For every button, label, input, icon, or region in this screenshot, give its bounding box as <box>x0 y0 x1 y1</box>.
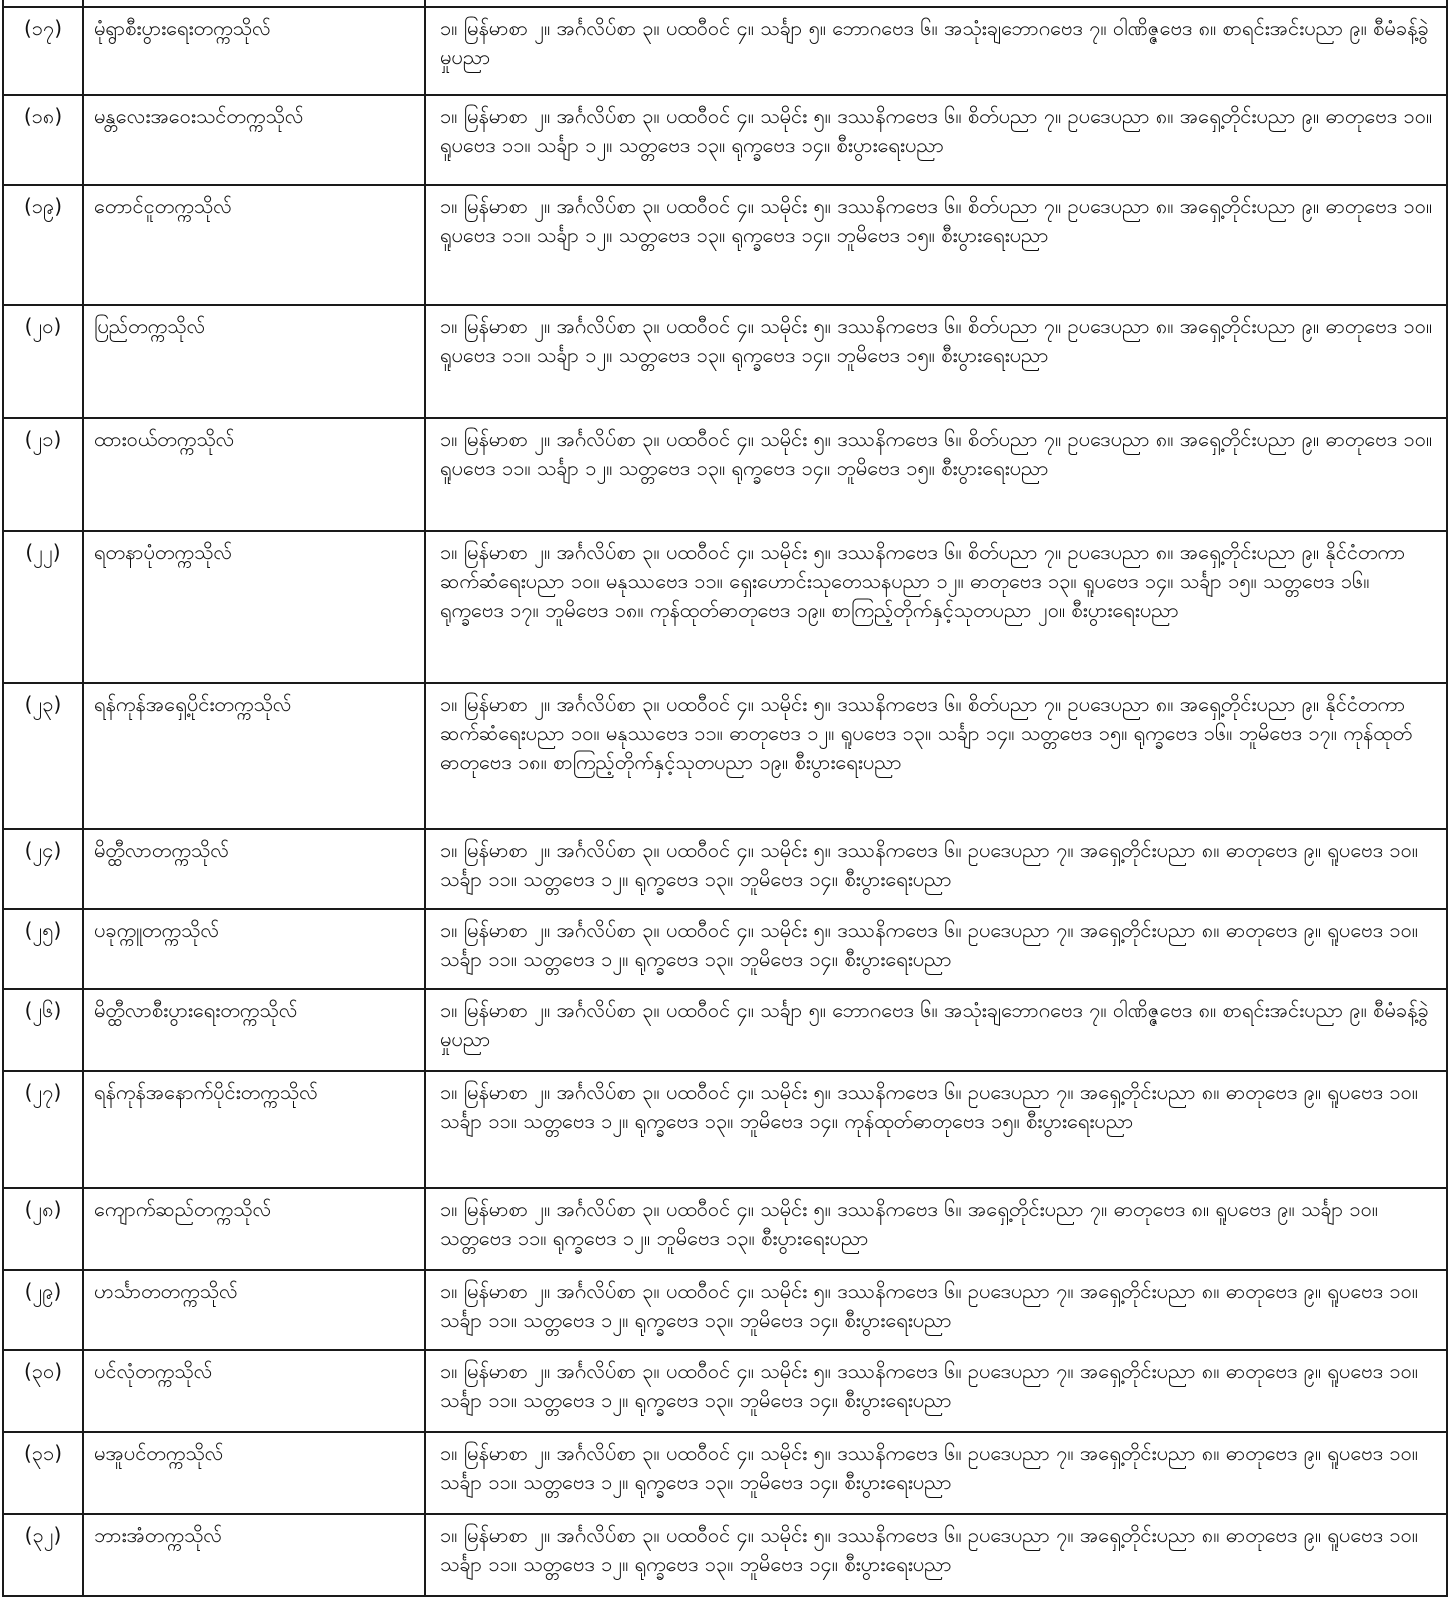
table-row <box>3 989 1447 1071</box>
row-number: (၁၈) <box>3 95 83 185</box>
subject-list: ၁။ မြန်မာစာ ၂။ အင်္ဂလိပ်စာ ၃။ ပထဝီဝင် ၄။ သမိုင်း ၅။ ဒဿနိကဗေဒ ၆။ စိတ်ပညာ ၇။ ဥပဒေပညာ ၈။ အရှေ့တိုင်းပညာ ၉။ ဓာတုဗေဒ ၁၀။ ရူပဗေဒ ၁၁။ သင်္ချာ ၁၂။ သတ္တဗေဒ ၁၃။ ရုက္ခဗေဒ ၁၄။ စီးပွားရေးပညာ <box>425 95 1447 185</box>
subject-list: ၁။ မြန်မာစာ ၂။ အင်္ဂလိပ်စာ ၃။ ပထဝီဝင် ၄။ သင်္ချာ ၅။ ဘောဂဗေဒ ၆။ အသုံးချဘောဂဗေဒ ၇။ ဝါဏိဇ္ဇဗေဒ ၈။ စာရင်းအင်းပညာ ၉။ စီမံခန့်ခွဲမှုပညာ <box>425 989 1447 1071</box>
row-number: (၃၁) <box>3 1432 83 1514</box>
row-number: (၁၇) <box>3 7 83 95</box>
table-row <box>3 1071 1447 1188</box>
row-number: (၂၃) <box>3 683 83 829</box>
subject-list: ၁။ မြန်မာစာ ၂။ အင်္ဂလိပ်စာ ၃။ ပထဝီဝင် ၄။ သမိုင်း ၅။ ဒဿနိကဗေဒ ၆။ စိတ်ပညာ ၇။ ဥပဒေပညာ ၈။ အရှေ့တိုင်းပညာ ၉။ နိုင်ငံတကာဆက်ဆံရေးပညာ ၁၀။ မနုဿဗေဒ ၁၁။ ရှေးဟောင်းသုတေသနပညာ ၁၂။ ဓာတုဗေဒ ၁၃။ ရူပဗေဒ ၁၄။ သင်္ချာ ၁၅။ သတ္တဗေဒ ၁၆။ ရုက္ခဗေဒ ၁၇။ ဘူမိဗေဒ ၁၈။ ကုန်ထုတ်ဓာတုဗေဒ ၁၉။ စာကြည့်တိုက်နှင့်သုတပညာ ၂၀။ စီးပွားရေးပညာ <box>425 531 1447 683</box>
table-row <box>3 185 1447 305</box>
table-row <box>3 1514 1447 1596</box>
table-row <box>3 1432 1447 1514</box>
table-row <box>3 7 1447 95</box>
university-name: ဘားအံတက္ကသိုလ် <box>83 1514 425 1596</box>
subject-list: ၁။ မြန်မာစာ ၂။ အင်္ဂလိပ်စာ ၃။ ပထဝီဝင် ၄။ သမိုင်း ၅။ ဒဿနိကဗေဒ ၆။ အရှေ့တိုင်းပညာ ၇။ ဓာတုဗေဒ ၈။ ရူပဗေဒ ၉။ သင်္ချာ ၁၀။ သတ္တဗေဒ ၁၁။ ရုက္ခဗေဒ ၁၂။ ဘူမိဗေဒ ၁၃။ စီးပွားရေးပညာ <box>425 1188 1447 1270</box>
table-row <box>3 1188 1447 1270</box>
subject-list: ၁။ မြန်မာစာ ၂။ အင်္ဂလိပ်စာ ၃။ ပထဝီဝင် ၄။ သမိုင်း ၅။ ဒဿနိကဗေဒ ၆။ ဥပဒေပညာ ၇။ အရှေ့တိုင်းပညာ ၈။ ဓာတုဗေဒ ၉။ ရူပဗေဒ ၁၀။ သင်္ချာ ၁၁။ သတ္တဗေဒ ၁၂။ ရုက္ခဗေဒ ၁၃။ ဘူမိဗေဒ ၁၄။ စီးပွားရေးပညာ <box>425 1270 1447 1350</box>
row-number: (၂၁) <box>3 418 83 531</box>
row-number: (၂၀) <box>3 305 83 418</box>
university-name: မိတ္ထီလာစီးပွားရေးတက္ကသိုလ် <box>83 989 425 1071</box>
table-row <box>3 531 1447 683</box>
row-number: (၂၆) <box>3 989 83 1071</box>
table-row <box>3 683 1447 829</box>
row-number: (၁၉) <box>3 185 83 305</box>
row-number: (၂၈) <box>3 1188 83 1270</box>
university-name: ကျောက်ဆည်တက္ကသိုလ် <box>83 1188 425 1270</box>
row-number: (၂၇) <box>3 1071 83 1188</box>
row-number: (၂၂) <box>3 531 83 683</box>
row-number: (၂၄) <box>3 829 83 909</box>
table-top-stub <box>3 0 1447 7</box>
university-name: ပင်လုံတက္ကသိုလ် <box>83 1350 425 1432</box>
university-name: မိတ္ထီလာတက္ကသိုလ် <box>83 829 425 909</box>
table-row <box>3 1270 1447 1350</box>
subject-list: ၁။ မြန်မာစာ ၂။ အင်္ဂလိပ်စာ ၃။ ပထဝီဝင် ၄။ သမိုင်း ၅။ ဒဿနိကဗေဒ ၆။ စိတ်ပညာ ၇။ ဥပဒေပညာ ၈။ အရှေ့တိုင်းပညာ ၉။ ဓာတုဗေဒ ၁၀။ ရူပဗေဒ ၁၁။ သင်္ချာ ၁၂။ သတ္တဗေဒ ၁၃။ ရုက္ခဗေဒ ၁၄။ ဘူမိဗေဒ ၁၅။ စီးပွားရေးပညာ <box>425 185 1447 305</box>
university-name: ထားဝယ်တက္ကသိုလ် <box>83 418 425 531</box>
university-name: ရန်ကုန်အနောက်ပိုင်းတက္ကသိုလ် <box>83 1071 425 1188</box>
university-name: မုံရွာစီးပွားရေးတက္ကသိုလ် <box>83 7 425 95</box>
university-name: မန္တလေးအဝေးသင်တက္ကသိုလ် <box>83 95 425 185</box>
subject-list: ၁။ မြန်မာစာ ၂။ အင်္ဂလိပ်စာ ၃။ ပထဝီဝင် ၄။ သမိုင်း ၅။ ဒဿနိကဗေဒ ၆။ ဥပဒေပညာ ၇။ အရှေ့တိုင်းပညာ ၈။ ဓာတုဗေဒ ၉။ ရူပဗေဒ ၁၀။ သင်္ချာ ၁၁။ သတ္တဗေဒ ၁၂။ ရုက္ခဗေဒ ၁၃။ ဘူမိဗေဒ ၁၄။ စီးပွားရေးပညာ <box>425 1350 1447 1432</box>
table-row <box>3 95 1447 185</box>
table-row <box>3 829 1447 909</box>
subject-list: ၁။ မြန်မာစာ ၂။ အင်္ဂလိပ်စာ ၃။ ပထဝီဝင် ၄။ သမိုင်း ၅။ ဒဿနိကဗေဒ ၆။ ဥပဒေပညာ ၇။ အရှေ့တိုင်းပညာ ၈။ ဓာတုဗေဒ ၉။ ရူပဗေဒ ၁၀။ သင်္ချာ ၁၁။ သတ္တဗေဒ ၁၂။ ရုက္ခဗေဒ ၁၃။ ဘူမိဗေဒ ၁၄။ စီးပွားရေးပညာ <box>425 1432 1447 1514</box>
table-row <box>3 418 1447 531</box>
university-subjects-table <box>2 0 1448 1597</box>
university-name: ရတနာပုံတက္ကသိုလ် <box>83 531 425 683</box>
row-number: (၂၅) <box>3 909 83 989</box>
table-row <box>3 1350 1447 1432</box>
subject-list: ၁။ မြန်မာစာ ၂။ အင်္ဂလိပ်စာ ၃။ ပထဝီဝင် ၄။ သမိုင်း ၅။ ဒဿနိကဗေဒ ၆။ ဥပဒေပညာ ၇။ အရှေ့တိုင်းပညာ ၈။ ဓာတုဗေဒ ၉။ ရူပဗေဒ ၁၀။ သင်္ချာ ၁၁။ သတ္တဗေဒ ၁၂။ ရုက္ခဗေဒ ၁၃။ ဘူမိဗေဒ ၁၄။ စီးပွားရေးပညာ <box>425 829 1447 909</box>
university-name: ပခုက္ကူတက္ကသိုလ် <box>83 909 425 989</box>
subject-list: ၁။ မြန်မာစာ ၂။ အင်္ဂလိပ်စာ ၃။ ပထဝီဝင် ၄။ သမိုင်း ၅။ ဒဿနိကဗေဒ ၆။ ဥပဒေပညာ ၇။ အရှေ့တိုင်းပညာ ၈။ ဓာတုဗေဒ ၉။ ရူပဗေဒ ၁၀။ သင်္ချာ ၁၁။ သတ္တဗေဒ ၁၂။ ရုက္ခဗေဒ ၁၃။ ဘူမိဗေဒ ၁၄။ စီးပွားရေးပညာ <box>425 1514 1447 1596</box>
subject-list: ၁။ မြန်မာစာ ၂။ အင်္ဂလိပ်စာ ၃။ ပထဝီဝင် ၄။ သင်္ချာ ၅။ ဘောဂဗေဒ ၆။ အသုံးချဘောဂဗေဒ ၇။ ဝါဏိဇ္ဇဗေဒ ၈။ စာရင်းအင်းပညာ ၉။ စီမံခန့်ခွဲမှုပညာ <box>425 7 1447 95</box>
university-name: တောင်ငူတက္ကသိုလ် <box>83 185 425 305</box>
subject-list: ၁။ မြန်မာစာ ၂။ အင်္ဂလိပ်စာ ၃။ ပထဝီဝင် ၄။ သမိုင်း ၅။ ဒဿနိကဗေဒ ၆။ ဥပဒေပညာ ၇။ အရှေ့တိုင်းပညာ ၈။ ဓာတုဗေဒ ၉။ ရူပဗေဒ ၁၀။ သင်္ချာ ၁၁။ သတ္တဗေဒ ၁၂။ ရုက္ခဗေဒ ၁၃။ ဘူမိဗေဒ ၁၄။ စီးပွားရေးပညာ <box>425 909 1447 989</box>
subject-list: ၁။ မြန်မာစာ ၂။ အင်္ဂလိပ်စာ ၃။ ပထဝီဝင် ၄။ သမိုင်း ၅။ ဒဿနိကဗေဒ ၆။ စိတ်ပညာ ၇။ ဥပဒေပညာ ၈။ အရှေ့တိုင်းပညာ ၉။ ဓာတုဗေဒ ၁၀။ ရူပဗေဒ ၁၁။ သင်္ချာ ၁၂။ သတ္တဗေဒ ၁၃။ ရုက္ခဗေဒ ၁၄။ ဘူမိဗေဒ ၁၅။ စီးပွားရေးပညာ <box>425 305 1447 418</box>
university-name: ရန်ကုန်အရှေ့ပိုင်းတက္ကသိုလ် <box>83 683 425 829</box>
subject-list: ၁။ မြန်မာစာ ၂။ အင်္ဂလိပ်စာ ၃။ ပထဝီဝင် ၄။ သမိုင်း ၅။ ဒဿနိကဗေဒ ၆။ စိတ်ပညာ ၇။ ဥပဒေပညာ ၈။ အရှေ့တိုင်းပညာ ၉။ ဓာတုဗေဒ ၁၀။ ရူပဗေဒ ၁၁။ သင်္ချာ ၁၂။ သတ္တဗေဒ ၁၃။ ရုက္ခဗေဒ ၁၄။ ဘူမိဗေဒ ၁၅။ စီးပွားရေးပညာ <box>425 418 1447 531</box>
row-number: (၃၀) <box>3 1350 83 1432</box>
university-name: ပြည်တက္ကသိုလ် <box>83 305 425 418</box>
table-row <box>3 305 1447 418</box>
subject-list: ၁။ မြန်မာစာ ၂။ အင်္ဂလိပ်စာ ၃။ ပထဝီဝင် ၄။ သမိုင်း ၅။ ဒဿနိကဗေဒ ၆။ စိတ်ပညာ ၇။ ဥပဒေပညာ ၈။ အရှေ့တိုင်းပညာ ၉။ နိုင်ငံတကာဆက်ဆံရေးပညာ ၁၀။ မနုဿဗေဒ ၁၁။ ဓာတုဗေဒ ၁၂။ ရူပဗေဒ ၁၃။ သင်္ချာ ၁၄။ သတ္တဗေဒ ၁၅။ ရုက္ခဗေဒ ၁၆။ ဘူမိဗေဒ ၁၇။ ကုန်ထုတ်ဓာတုဗေဒ ၁၈။ စာကြည့်တိုက်နှင့်သုတပညာ ၁၉။ စီးပွားရေးပညာ <box>425 683 1447 829</box>
university-name: မအူပင်တက္ကသိုလ် <box>83 1432 425 1514</box>
row-number: (၃၂) <box>3 1514 83 1596</box>
table-row <box>3 909 1447 989</box>
university-name: ဟင်္သာတတက္ကသိုလ် <box>83 1270 425 1350</box>
subject-list: ၁။ မြန်မာစာ ၂။ အင်္ဂလိပ်စာ ၃။ ပထဝီဝင် ၄။ သမိုင်း ၅။ ဒဿနိကဗေဒ ၆။ ဥပဒေပညာ ၇။ အရှေ့တိုင်းပညာ ၈။ ဓာတုဗေဒ ၉။ ရူပဗေဒ ၁၀။ သင်္ချာ ၁၁။ သတ္တဗေဒ ၁၂။ ရုက္ခဗေဒ ၁၃။ ဘူမိဗေဒ ၁၄။ ကုန်ထုတ်ဓာတုဗေဒ ၁၅။ စီးပွားရေးပညာ <box>425 1071 1447 1188</box>
row-number: (၂၉) <box>3 1270 83 1350</box>
